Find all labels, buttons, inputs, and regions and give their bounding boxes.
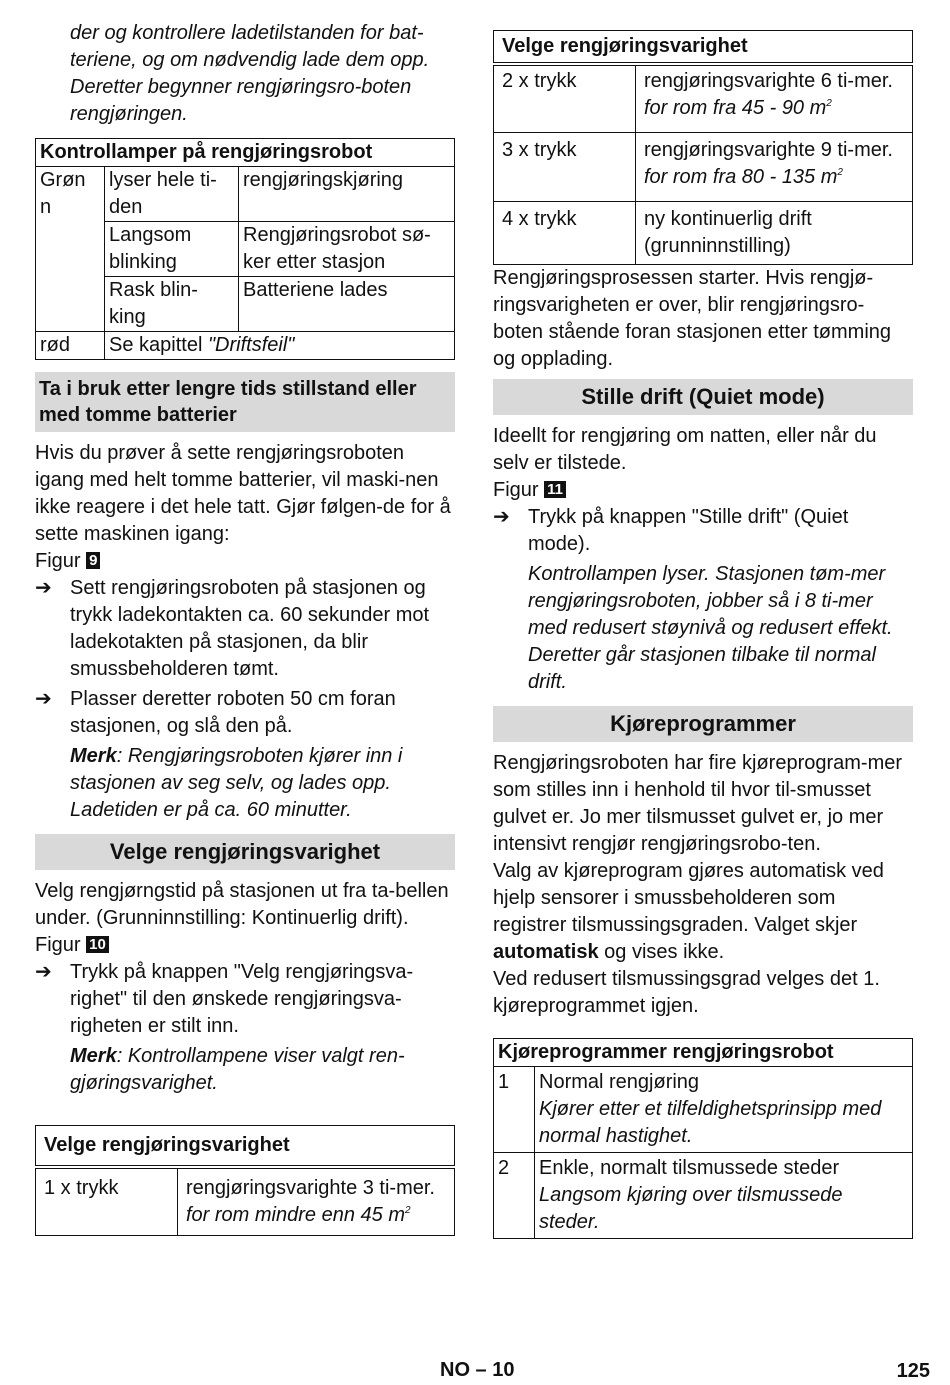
room-size: [186, 1202, 446, 1229]
step-text: Trykk på knappen "Velg rengjøringsva-righet" til den ønskede rengjøringsva-righeten er stilt inn.: [70, 961, 414, 1037]
room-size-text: for rom fra 45 - 90 m: [644, 97, 827, 119]
paragraph-text: Valg av kjøreprogram gjøres automatisk ved hjelp sensorer i smussbeholderen som registrer tilsmussingsgraden. Valget skjer: [493, 860, 884, 936]
right-column: [493, 30, 913, 1239]
figure-reference: [35, 548, 455, 575]
duration-text: rengjøringsvarighte 6 ti-mer.: [644, 70, 893, 92]
figure-label: Figur: [35, 934, 81, 956]
lamp-color-green: Grøn n: [36, 167, 105, 332]
section-heading: Stille drift (Quiet mode): [493, 379, 913, 415]
section-paragraph: Rengjøringsroboten har fire kjøreprogram-mer som stilles inn i henhold til hvor til-smusset gulvet er. Jo mer tilsmusset gulvet er, jo mer intensivt rengjør rengjøringsrobo-ten.: [493, 752, 903, 855]
figure-number-badge: 11: [544, 481, 566, 498]
section-paragraph: Hvis du prøver å sette rengjøringsroboten igang med helt tomme batterier, vil maski-nen ikke reagere i det hele tatt. Gjør følgen-de for å sette maskinen igang:: [35, 442, 451, 545]
duration-cell: [636, 64, 913, 133]
duration-table-title: Velge rengjøringsvarighet: [36, 1126, 455, 1168]
press-count: 3 x trykk: [494, 133, 636, 202]
program-cell: [535, 1067, 913, 1153]
bold-text: automatisk: [493, 941, 599, 963]
right-arrow-icon: ➔: [493, 506, 510, 528]
duration-cell: [178, 1167, 455, 1236]
press-count: 4 x trykk: [494, 202, 636, 265]
instruction-step: [35, 686, 455, 740]
superscript: 2: [837, 167, 843, 178]
program-number: 2: [494, 1153, 535, 1239]
right-arrow-icon: ➔: [35, 577, 52, 599]
room-size-text: for rom fra 80 - 135 m: [644, 166, 838, 188]
press-count: 2 x trykk: [494, 64, 636, 133]
duration-table-title: Velge rengjøringsvarighet: [494, 31, 913, 65]
duration-text: ny kontinuerlig drift (grunninnstilling): [644, 208, 812, 257]
figure-number-badge: 9: [86, 552, 100, 569]
duration-table-part1: [35, 1125, 455, 1236]
section-heading: Kjøreprogrammer: [493, 706, 913, 742]
figure-reference: [35, 932, 455, 959]
press-count: 1 x trykk: [36, 1167, 178, 1236]
section-paragraph: Ved redusert tilsmussingsgrad velges det 1. kjøreprogrammet igjen.: [493, 968, 880, 1017]
control-lamps-table: [35, 138, 455, 360]
figure-label: Figur: [35, 550, 81, 572]
lamp-meaning: Rengjøringsrobot sø-ker etter stasjon: [239, 222, 455, 277]
program-cell: [535, 1153, 913, 1239]
note: [35, 743, 455, 824]
chapter-reference: "Driftsfeil": [207, 334, 295, 356]
superscript: 2: [826, 98, 832, 109]
step-text: Trykk på knappen "Stille drift" (Quiet mode).: [528, 506, 849, 555]
note: [35, 1043, 455, 1097]
after-table-paragraph: Rengjøringsprosessen starter. Hvis rengjø-ringsvarigheten er over, blir rengjøringsro-boten stående foran stasjonen etter tømming og opplading.: [493, 267, 892, 370]
section-heading: Ta i bruk etter lengre tids stillstand eller med tomme batterier: [35, 372, 455, 432]
step-note: Kontrollampen lyser. Stasjonen tøm-mer rengjøringsroboten, jobber så i 8 ti-mer med redusert støynivå og redusert effekt. Deretter går stasjonen tilbake til normal drift.: [528, 563, 893, 693]
figure-reference: [493, 477, 913, 504]
lamp-meaning: Batteriene lades: [239, 277, 455, 332]
room-size: [644, 164, 904, 191]
room-size: [644, 95, 904, 122]
lamp-meaning: rengjøringskjøring: [239, 167, 455, 222]
step-text: Plasser deretter roboten 50 cm foran stasjonen, og slå den på.: [70, 688, 396, 737]
section-heading: Velge rengjøringsvarighet: [35, 834, 455, 870]
left-column: [35, 20, 455, 1236]
program-description: Kjører etter et tilfeldighetsprinsipp med normal hastighet.: [539, 1098, 882, 1147]
footer-language-page: NO – 10: [440, 1359, 515, 1381]
instruction-step: [35, 959, 455, 1040]
instruction-step: [493, 504, 913, 558]
note-text: : Kontrollampene viser valgt ren-gjøringsvarighet.: [70, 1045, 405, 1094]
intro-continuation: der og kontrollere ladetilstanden for bat-teriene, og om nødvendig lade dem opp. Deretter begynner rengjøringsro-boten rengjøringen.: [70, 22, 430, 125]
note-label: Merk: [70, 745, 117, 767]
lamp-color-red: rød: [36, 332, 105, 360]
right-arrow-icon: ➔: [35, 961, 52, 983]
duration-table-part2: [493, 30, 913, 265]
section-paragraph: Ideellt for rengjøring om natten, eller når du selv er tilstede.: [493, 425, 877, 474]
program-description: Langsom kjøring over tilsmussede steder.: [539, 1184, 843, 1233]
lamp-red-meaning: [105, 332, 455, 360]
right-arrow-icon: ➔: [35, 688, 52, 710]
red-meaning-text: Se kapittel: [109, 334, 208, 356]
step-text: Sett rengjøringsroboten på stasjonen og trykk ladekontakten ca. 60 sekunder mot ladekotakten på stasjonen, da blir smussbeholderen tømt.: [70, 577, 430, 680]
section-paragraph: [493, 858, 913, 966]
program-name: Enkle, normalt tilsmussede steder: [539, 1157, 840, 1179]
programs-table: [493, 1038, 913, 1239]
duration-text: rengjøringsvarighte 3 ti-mer.: [186, 1177, 435, 1199]
section-paragraph: Velg rengjørngstid på stasjonen ut fra ta-bellen under. (Grunninnstilling: Kontinuerlig drift).: [35, 880, 449, 929]
program-number: 1: [494, 1067, 535, 1153]
instruction-step: [35, 575, 455, 683]
duration-text: rengjøringsvarighte 9 ti-mer.: [644, 139, 893, 161]
note-text: : Rengjøringsroboten kjører inn i stasjonen av seg selv, og lades opp. Ladetiden er på ca. 60 minutter.: [70, 745, 403, 821]
lamp-state: lyser hele ti-den: [105, 167, 239, 222]
lamps-table-title: Kontrollamper på rengjøringsrobot: [36, 139, 455, 167]
lamp-state: Langsom blinking: [105, 222, 239, 277]
lamp-state: Rask blin-king: [105, 277, 239, 332]
program-name: Normal rengjøring: [539, 1071, 700, 1093]
figure-label: Figur: [493, 479, 539, 501]
programs-table-title: Kjøreprogrammer rengjøringsrobot: [494, 1039, 913, 1067]
duration-cell: [636, 202, 913, 265]
figure-number-badge: 10: [86, 936, 109, 953]
duration-cell: [636, 133, 913, 202]
footer-page-number: 125: [896, 1360, 930, 1382]
room-size-text: for rom mindre enn 45 m: [186, 1204, 405, 1226]
superscript: 2: [404, 1205, 411, 1216]
paragraph-text: og vises ikke.: [598, 941, 725, 963]
note-label: Merk: [70, 1045, 117, 1067]
